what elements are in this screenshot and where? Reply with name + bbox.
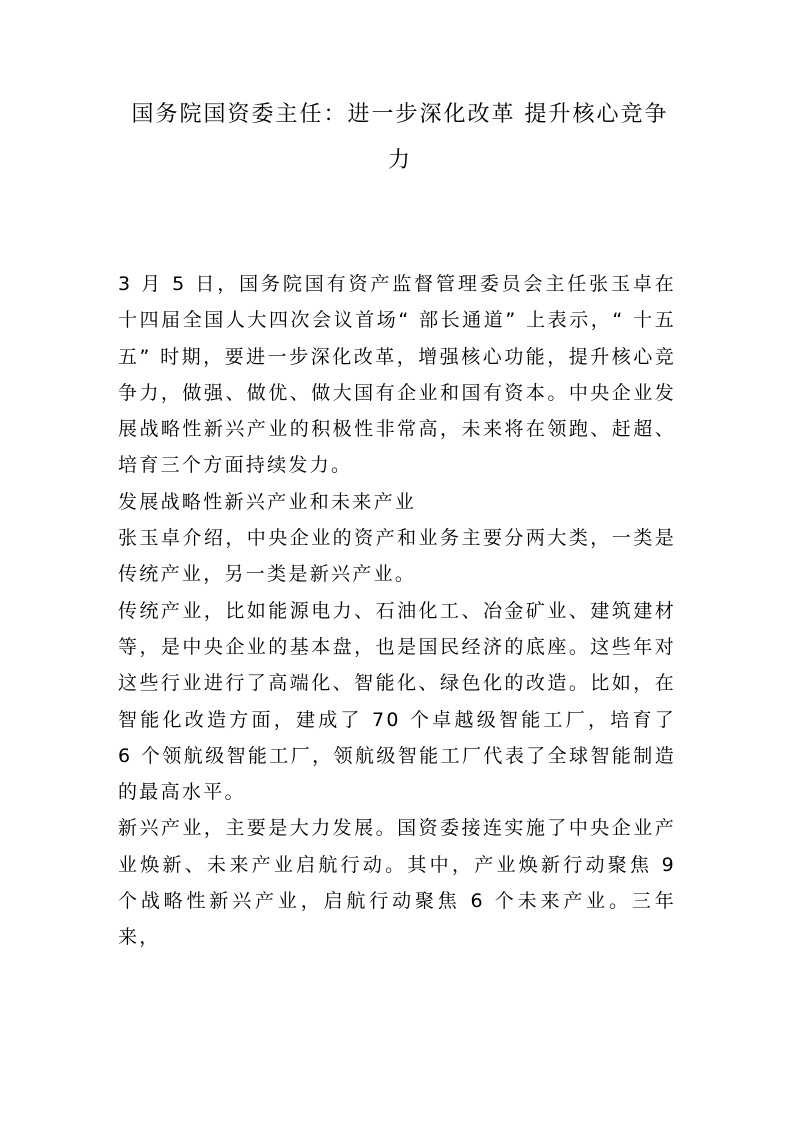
paragraph-categories: 张玉卓介绍，中央企业的资产和业务主要分两大类，一类是传统产业，另一类是新兴产业。 <box>118 527 676 586</box>
section-heading: 发展战略性新兴产业和未来产业 <box>118 490 417 513</box>
paragraph-intro: 3 月 5 日，国务院国有资产监督管理委员会主任张玉卓在十四届全国人大四次会议首场“ 部长通道” 上表示，“ 十五五” 时期，要进一步深化改革，增强核心功能，提升核心竞争力，做强、做优、做大国有企业和国有资本。中央企业发展战略性新兴产业的积极性非常高，未来将在领跑、赶超、培育三个方面持续发力。 <box>118 273 676 477</box>
document-title: 国务院国资委主任：进一步深化改革 提升核心竞争力 <box>131 102 669 173</box>
paragraph-traditional-industry: 传统产业，比如能源电力、石油化工、冶金矿业、建筑建材等，是中央企业的基本盘，也是国民经济的底座。这些年对这些行业进行了高端化、智能化、绿色化的改造。比如，在智能化改造方面，建成了 70 个卓越级智能工厂，培育了 6 个领航级智能工厂，领航级智能工厂代表了全球智能制造的最高水平。 <box>118 599 676 804</box>
paragraph-emerging-industry: 新兴产业，主要是大力发展。国资委接连实施了中央企业产业焕新、未来产业启航行动。其中，产业焕新行动聚焦 9 个战略性新兴产业，启航行动聚焦 6 个未来产业。三年来， <box>118 817 676 949</box>
document-body <box>118 266 676 956</box>
